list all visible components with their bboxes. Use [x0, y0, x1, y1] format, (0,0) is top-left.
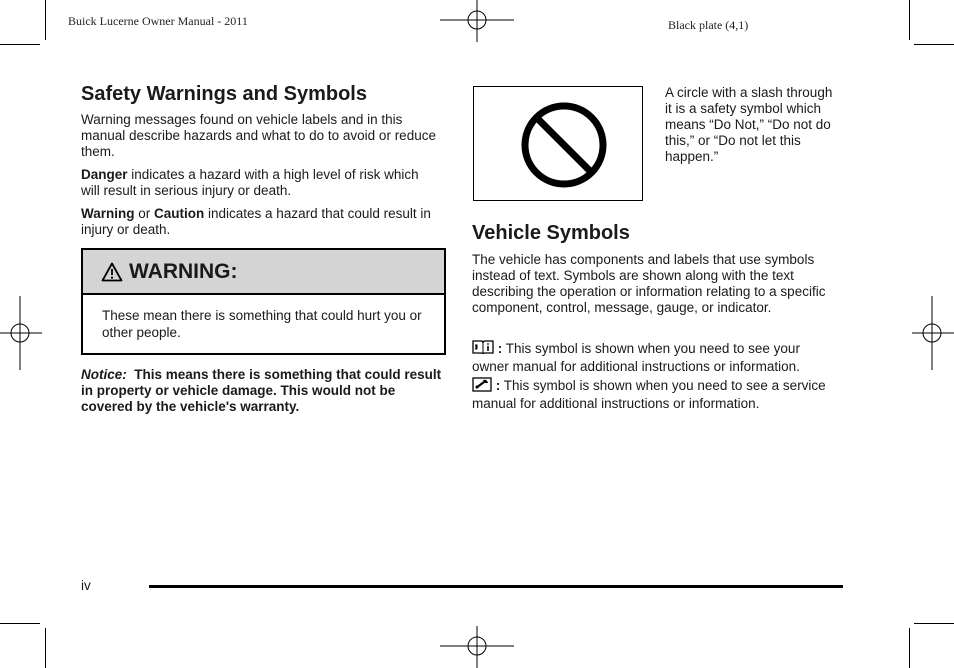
- prohibition-symbol-figure: [473, 86, 643, 201]
- registration-mark-bottom: [440, 624, 514, 668]
- danger-text: indicates a hazard with a high level of risk which will result in serious injury or death.: [81, 167, 419, 198]
- notice-text: This means there is something that could result in property or vehicle damage. This would not be covered by the vehicle's warranty.: [81, 367, 442, 414]
- owner-manual-paragraph: [472, 339, 838, 375]
- warning-box-title: WARNING:: [129, 259, 238, 283]
- prohibition-caption: A circle with a slash through it is a safety symbol which means “Do Not,” “Do not do this,” or “Do not let this happen.”: [665, 85, 833, 164]
- warning-caution-paragraph: [81, 206, 449, 238]
- or-word: or: [134, 206, 155, 221]
- warning-box: [81, 248, 446, 355]
- registration-mark-top: [440, 0, 514, 44]
- page-number: iv: [81, 578, 91, 593]
- owner-manual-text: This symbol is shown when you need to see your owner manual for additional instructions or information.: [472, 341, 800, 374]
- section-title-vehicle-symbols: Vehicle Symbols: [472, 222, 630, 244]
- warning-caution-text: indicates a hazard that could result in injury or death.: [81, 206, 431, 237]
- header-manual-title: Buick Lucerne Owner Manual - 2011: [68, 14, 248, 28]
- warning-box-header: [83, 250, 444, 295]
- caution-term: Caution: [154, 206, 205, 221]
- warning-box-text: These mean there is something that could hurt you or other people.: [102, 308, 422, 340]
- notice-paragraph: [81, 367, 447, 415]
- left-column: [81, 82, 449, 238]
- safety-intro-paragraph: Warning messages found on vehicle labels and in this manual describe hazards and what to do to avoid or reduce them.: [81, 112, 436, 159]
- header-plate-label: Black plate (4,1): [668, 18, 749, 32]
- service-manual-wrench-icon: [472, 377, 492, 396]
- vehicle-symbols-intro: The vehicle has components and labels that use symbols instead of text. Symbols are shown along with the text describing the operation or information relating to a specific component, control, message, gauge, or indicator.: [472, 252, 826, 315]
- service-manual-colon: :: [495, 378, 501, 393]
- prohibition-circle-slash-icon: [474, 87, 641, 199]
- section-title-safety: Safety Warnings and Symbols: [81, 83, 367, 105]
- service-manual-paragraph: [472, 377, 838, 412]
- registration-mark-left: [0, 296, 42, 370]
- owner-manual-colon: :: [497, 341, 503, 356]
- danger-term: Danger: [81, 167, 128, 182]
- danger-paragraph: [81, 167, 421, 199]
- owner-manual-book-icon: [472, 339, 494, 359]
- footer-rule: [149, 585, 843, 588]
- warning-term: Warning: [81, 206, 135, 221]
- registration-mark-right: [912, 296, 954, 370]
- service-manual-text: This symbol is shown when you need to see a service manual for additional instructions or information.: [472, 378, 826, 411]
- warning-triangle-icon: [101, 262, 123, 282]
- notice-label: Notice:: [81, 367, 127, 382]
